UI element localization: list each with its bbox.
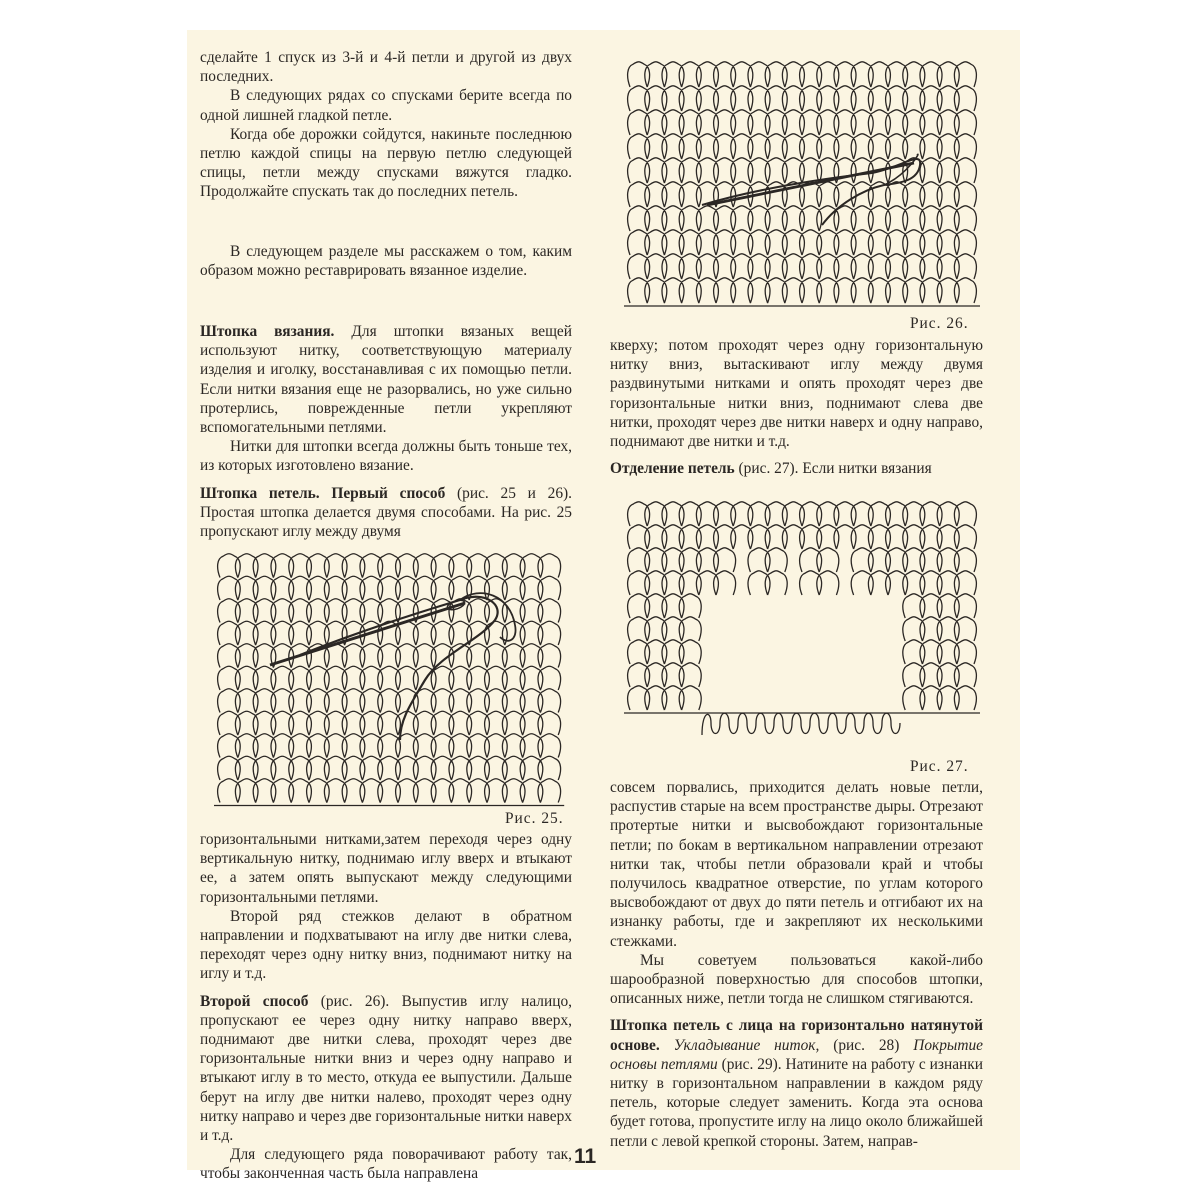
paragraph: совсем порвались, приходится делать новые петли, распустив старые на всем пространстве дыры. Отрезают протертые нитки и высвобождают горизонтальные петли; по бокам в вертикальном направлении отрезают нитки так, чтобы петли образовали край и чтобы получилось квадратное отверстие, по углам которого высвобождают от двух до пяти петель и отгибают их на изнанку работы, где и закрепляют их несколькими стежками. [610, 779, 983, 950]
figure-27-illustration [622, 495, 982, 755]
left-column-bottom [200, 830, 572, 1184]
section-heading: Штопка петель с лица на горизонтально натянутой основе. [610, 1017, 983, 1054]
paragraph: Второй способ (рис. 26). Выпустив иглу налицо, пропускают ее через одну нитку направо вверх, поднимают две нитки слева, проходят через две горизонтальные нитки вниз и через одну направо и втыкают иглу в то место, откуда ее выпустили. Дальше берут на иглу две нитки налево, проходят через одну нитку направо и через две горизонтальные нитки наверх и т.д. [200, 992, 573, 1145]
paragraph: кверху; потом проходят через одну горизонтальную нитку вниз, вытаскивают иглу между двумя раздвинутыми нитками и опять проходят через две горизонтальные нитки вниз, поднимают слева две нитки, проходят через две нитки наверх и одну направо, поднимают две нитки и т.д. [610, 337, 983, 451]
paragraph: сделайте 1 спуск из 3-й и 4-й петли и другой из двух последних. [200, 49, 572, 86]
left-column-darning [200, 322, 572, 541]
right-column-bottom [610, 778, 983, 1151]
page-number: 11 [574, 1145, 597, 1168]
paragraph: Для следующего ряда поворачивают работу так, чтобы законченная часть была направлена [200, 1146, 572, 1183]
left-column-intro [200, 242, 572, 280]
figure-25-caption: Рис. 25. [505, 810, 564, 827]
figure-25-illustration [210, 545, 565, 810]
paragraph: Штопка петель с лица на горизонтально натянутой основе. Укладывание ниток, (рис. 28) Покрытие основы петлями (рис. 29). Натините на работу с изнанки нитку в горизонтальном направлении в каждом ряду петель, которые следует заменить. Когда эта основа будет готова, пропустите иглу на лицо около ближайшей петли с левой крепкой стороны. Затем, направ- [610, 1017, 983, 1150]
paragraph: В следующих рядах со спусками берите всегда по одной лишней гладкой петле. [200, 87, 572, 124]
paragraph: Когда обе дорожки сойдутся, накиньте последнюю петлю каждой спицы на первую петлю следующей спицы, петли между спусками вяжутся гладко. Продолжайте спускать так до последних петель. [200, 125, 572, 201]
left-column-top [200, 48, 572, 202]
figure-26-illustration [622, 55, 982, 310]
section-heading: Штопка петель. Первый способ [200, 484, 446, 502]
section-heading: Отделение петель [610, 460, 735, 478]
figure-27-caption: Рис. 27. [910, 758, 969, 775]
paragraph: Нитки для штопки всегда должны быть тоньше тех, из которых изготовлено вязание. [200, 438, 572, 475]
paragraph: Отделение петель (рис. 27). Если нитки вязания [610, 460, 932, 478]
paragraph: Второй ряд стежков делают в обратном направлении и подхватывают на иглу две нитки слева, переходят через одну нитку вниз, поднимают нитку на иглу и т.д. [200, 907, 572, 983]
paragraph: горизонтальными нитками,затем переходя через одну вертикальную нитку, поднимаю иглу вверх и втыкают ее, а затем опять выпускают между следующими горизонтальными петлями. [200, 831, 572, 906]
paragraph: Штопка петель. Первый способ (рис. 25 и 26). Простая штопка делается двумя способами. На рис. 25 пропускают иглу между двумя [200, 484, 572, 541]
paragraph: Штопка вязания. Для штопки вязаных вещей используют нитку, соответствующую материалу изделия и иголку, восстанавливая с их помощью петли. Если нитки вязания еще не разорвались, но уже сильно протерлись, поврежденные петли укрепляют вспомогательными петлями. [200, 323, 573, 437]
section-heading: Штопка вязания. [200, 323, 335, 340]
paragraph: Мы советуем пользоваться какой-либо шарообразной поверхностью для способов штопки, описанных ниже, петли тогда не слишком стягиваются. [610, 951, 983, 1008]
figure-26-caption: Рис. 26. [910, 315, 969, 332]
paragraph: В следующем разделе мы расскажем о том, каким образом можно реставрировать вязанное изделие. [200, 243, 572, 280]
section-heading: Второй способ [200, 992, 309, 1010]
right-column-top [610, 336, 983, 478]
